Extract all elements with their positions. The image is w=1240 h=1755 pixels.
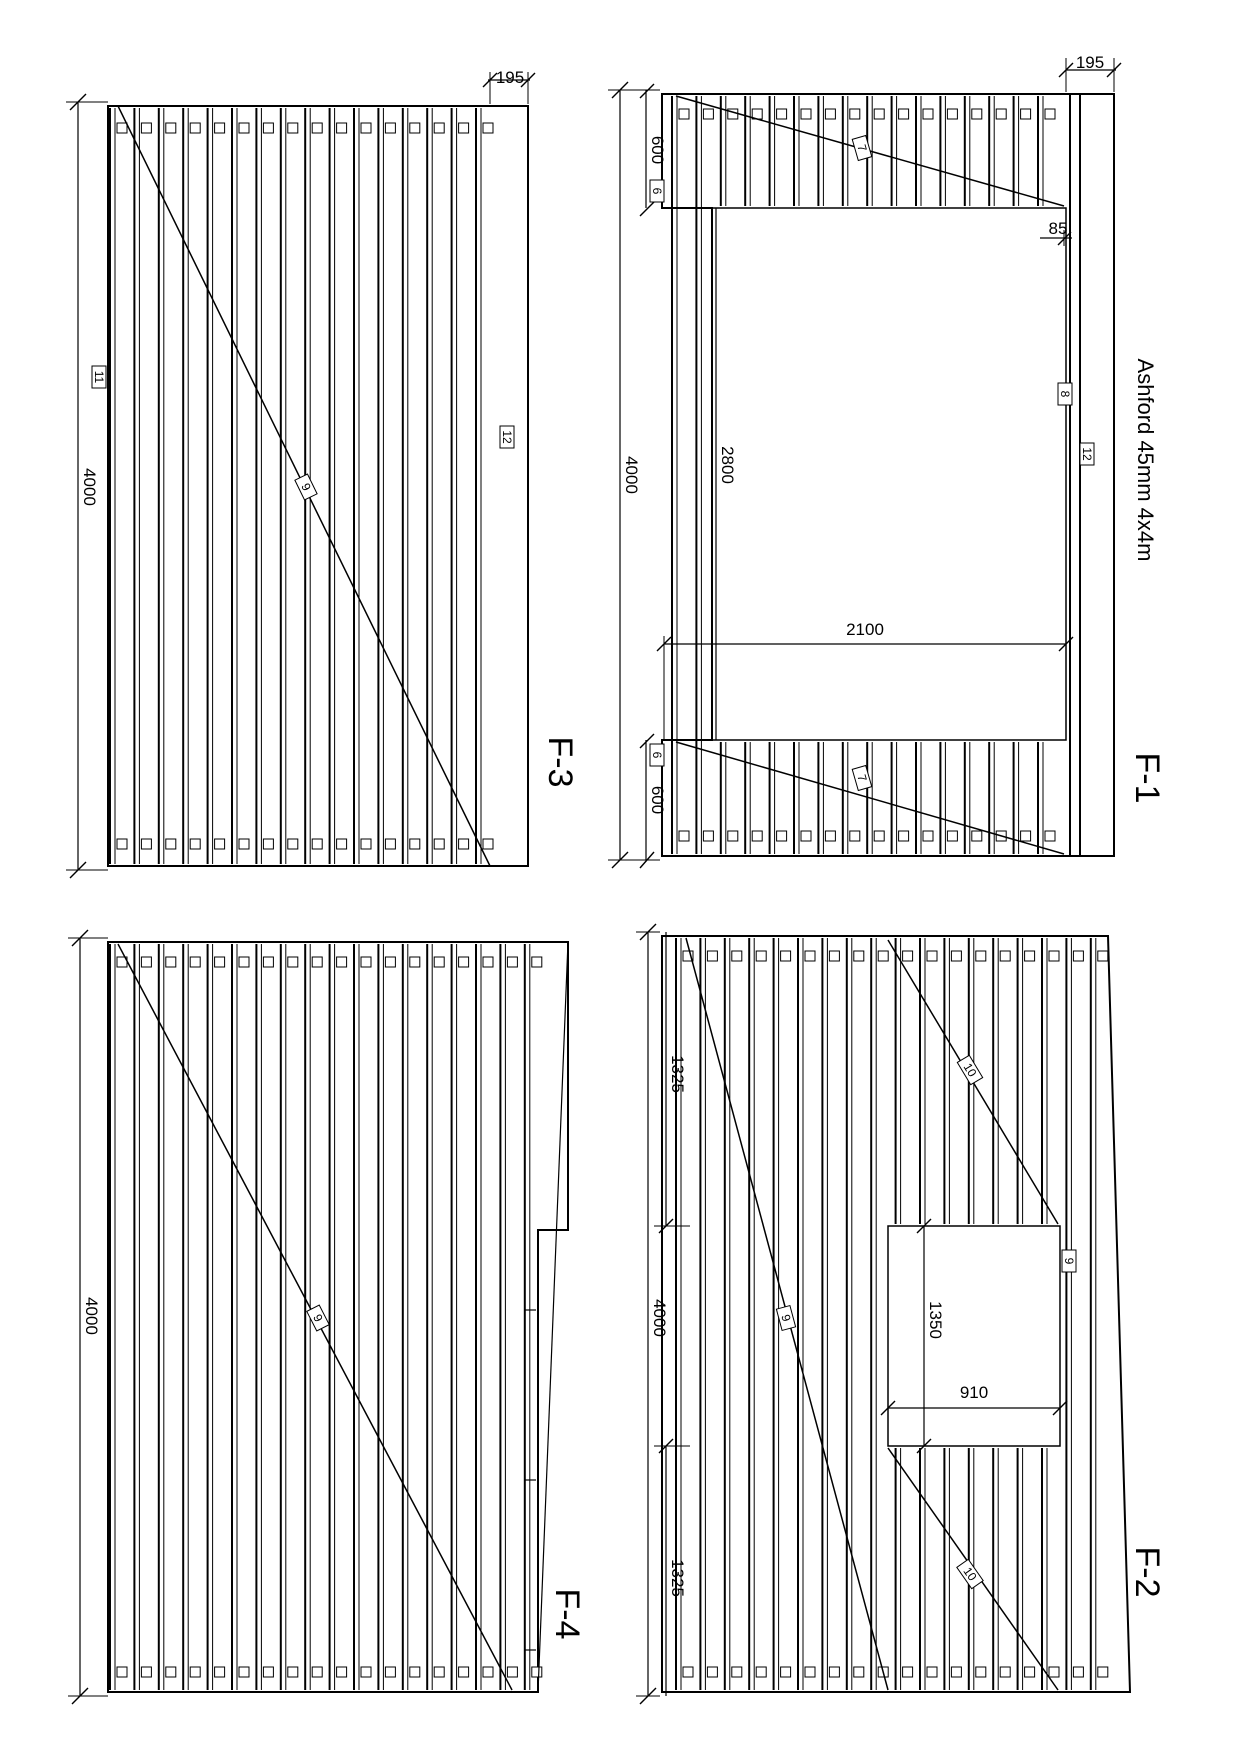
- panel-f2-lintel-tag: 9: [1062, 1257, 1076, 1265]
- slat-clip: [1045, 831, 1055, 841]
- slat-clip: [781, 1667, 791, 1677]
- slat-clip: [434, 1667, 444, 1677]
- slat-clip: [190, 1667, 200, 1677]
- panel-f1-end-tag-top: 6: [650, 187, 664, 195]
- panel-f1-diagonal-tag-top: 7: [854, 142, 870, 154]
- panel-f3-label: F-3: [541, 736, 579, 788]
- slat-clip: [190, 123, 200, 133]
- slat-clip: [337, 123, 347, 133]
- slat-clip: [532, 1667, 542, 1677]
- slat-clip: [899, 109, 909, 119]
- slat-clip: [263, 1667, 273, 1677]
- panel-f1-opening-width-label: 2100: [846, 620, 884, 639]
- slat-clip: [312, 123, 322, 133]
- panel-f1-cap-tag: 12: [1080, 447, 1094, 461]
- slat-clip: [1021, 831, 1031, 841]
- slat-clip: [781, 951, 791, 961]
- slat-clip: [703, 109, 713, 119]
- slat-clip: [117, 839, 127, 849]
- slat-clip: [801, 831, 811, 841]
- slat-clip: [874, 109, 884, 119]
- slat-clip: [337, 839, 347, 849]
- slat-clip: [483, 1667, 493, 1677]
- slat-clip: [337, 957, 347, 967]
- slat-clip: [923, 831, 933, 841]
- slat-clip: [141, 1667, 151, 1677]
- panel-f2-diagonal-bottom-tag: 10: [960, 1564, 980, 1584]
- slat-clip: [361, 123, 371, 133]
- panel-f1-label: F-1: [1128, 752, 1166, 804]
- slat-clip: [434, 957, 444, 967]
- panel-f3-diagonal-tag: 9: [298, 480, 314, 494]
- slat-clip: [756, 1667, 766, 1677]
- panel-f2-diagonal-main-tag: 9: [778, 1312, 794, 1324]
- slat-clip: [215, 957, 225, 967]
- slat-clip: [434, 123, 444, 133]
- slat-clip: [805, 951, 815, 961]
- slat-clip: [996, 109, 1006, 119]
- slat-clip: [239, 1667, 249, 1677]
- panel-f2-left-segment-label: 1325: [668, 1055, 687, 1093]
- slat-clip: [683, 1667, 693, 1677]
- slat-clip: [166, 123, 176, 133]
- slat-clip: [1045, 109, 1055, 119]
- slat-clip: [288, 1667, 298, 1677]
- slat-clip: [361, 839, 371, 849]
- slat-clip: [728, 831, 738, 841]
- slat-clip: [141, 957, 151, 967]
- slat-clip: [903, 951, 913, 961]
- slat-clip: [732, 951, 742, 961]
- panel-f4-diagonal-tag: 9: [310, 1311, 326, 1325]
- slat-clip: [829, 1667, 839, 1677]
- slat-clip: [923, 109, 933, 119]
- panel-f1-lintel-tag: 8: [1058, 390, 1072, 398]
- slat-clip: [679, 831, 689, 841]
- slat-clip: [483, 839, 493, 849]
- slat-clip: [312, 957, 322, 967]
- slat-clip: [878, 951, 888, 961]
- slat-clip: [805, 1667, 815, 1677]
- slat-clip: [263, 123, 273, 133]
- slat-clip: [1000, 1667, 1010, 1677]
- slat-clip: [190, 957, 200, 967]
- slat-clip: [1049, 1667, 1059, 1677]
- panel-f1-length-label: 4000: [622, 456, 641, 494]
- slat-clip: [410, 1667, 420, 1677]
- slat-clip: [976, 951, 986, 961]
- slat-clip: [1025, 1667, 1035, 1677]
- panel-f1-plank-width-label: 195: [1075, 53, 1105, 72]
- panel-f1-end-tag-bottom: 6: [650, 751, 664, 759]
- slat-clip: [532, 957, 542, 967]
- slat-clip: [410, 123, 420, 133]
- slat-clip: [215, 1667, 225, 1677]
- slat-clip: [777, 109, 787, 119]
- slat-clip: [850, 109, 860, 119]
- slat-clip: [825, 831, 835, 841]
- slat-clip: [854, 1667, 864, 1677]
- slat-clip: [312, 839, 322, 849]
- slat-clip: [117, 1667, 127, 1677]
- slat-clip: [190, 839, 200, 849]
- slat-clip: [777, 831, 787, 841]
- slat-clip: [385, 839, 395, 849]
- slat-clip: [703, 831, 713, 841]
- slat-clip: [361, 957, 371, 967]
- slat-clip: [1098, 1667, 1108, 1677]
- slat-clip: [825, 109, 835, 119]
- slat-clip: [410, 839, 420, 849]
- panel-f4-length-label: 4000: [82, 1297, 101, 1335]
- slat-clip: [899, 831, 909, 841]
- slat-clip: [976, 1667, 986, 1677]
- slat-clip: [732, 1667, 742, 1677]
- slat-clip: [972, 831, 982, 841]
- slat-clip: [410, 957, 420, 967]
- slat-clip: [239, 123, 249, 133]
- slat-clip: [951, 1667, 961, 1677]
- slat-clip: [434, 839, 444, 849]
- slat-clip: [1021, 109, 1031, 119]
- slat-clip: [483, 957, 493, 967]
- slat-clip: [288, 123, 298, 133]
- panel-f2-diagonal-top-tag: 10: [960, 1060, 980, 1080]
- slat-clip: [239, 839, 249, 849]
- slat-clip: [361, 1667, 371, 1677]
- slat-clip: [288, 957, 298, 967]
- slat-clip: [801, 109, 811, 119]
- panel-f3-end-tag: 11: [92, 370, 106, 384]
- panel-f3-plank-width-label: 195: [495, 68, 525, 87]
- slat-clip: [947, 109, 957, 119]
- slat-clip: [947, 831, 957, 841]
- slat-clip: [927, 1667, 937, 1677]
- slat-clip: [927, 951, 937, 961]
- slat-clip: [239, 957, 249, 967]
- slat-clip: [215, 123, 225, 133]
- slat-clip: [1000, 951, 1010, 961]
- slat-clip: [854, 951, 864, 961]
- slat-clip: [385, 123, 395, 133]
- panel-f2-opening-width-label: 910: [959, 1383, 989, 1402]
- panel-f3-length-label: 4000: [80, 468, 99, 506]
- slat-clip: [507, 1667, 517, 1677]
- slat-clip: [1073, 951, 1083, 961]
- panel-f2-length-label: 4000: [650, 1299, 669, 1337]
- slat-clip: [756, 951, 766, 961]
- slat-clip: [1073, 1667, 1083, 1677]
- panel-f3-cap-tag: 12: [500, 430, 514, 444]
- slat-clip: [117, 123, 127, 133]
- panel-f2-label: F-2: [1128, 1546, 1166, 1598]
- slat-clip: [166, 957, 176, 967]
- slat-clip: [829, 951, 839, 961]
- slat-clip: [166, 1667, 176, 1677]
- slat-clip: [1098, 951, 1108, 961]
- slat-clip: [215, 839, 225, 849]
- slat-clip: [263, 839, 273, 849]
- slat-clip: [483, 123, 493, 133]
- panel-f1-opening-height-label: 2800: [718, 446, 737, 484]
- slat-clip: [385, 957, 395, 967]
- panel-f1-top-segment-label: 600: [648, 135, 667, 165]
- slat-clip: [459, 1667, 469, 1677]
- slat-clip: [141, 839, 151, 849]
- panel-f4-label: F-4: [548, 1588, 586, 1640]
- slat-clip: [166, 839, 176, 849]
- slat-clip: [459, 839, 469, 849]
- panel-f1-diagonal-tag-bottom: 7: [854, 772, 870, 784]
- slat-clip: [972, 109, 982, 119]
- panel-f2-opening-height-label: 1350: [926, 1301, 945, 1339]
- slat-clip: [903, 1667, 913, 1677]
- slat-clip: [1049, 951, 1059, 961]
- slat-clip: [288, 839, 298, 849]
- panel-f1-bottom-segment-label: 600: [648, 785, 667, 815]
- slat-clip: [707, 1667, 717, 1677]
- slat-clip: [874, 831, 884, 841]
- slat-clip: [707, 951, 717, 961]
- slat-clip: [1025, 951, 1035, 961]
- slat-clip: [507, 957, 517, 967]
- slat-clip: [679, 109, 689, 119]
- slat-clip: [850, 831, 860, 841]
- slat-clip: [263, 957, 273, 967]
- slat-clip: [459, 123, 469, 133]
- slat-clip: [312, 1667, 322, 1677]
- slat-clip: [385, 1667, 395, 1677]
- slat-clip: [141, 123, 151, 133]
- slat-clip: [337, 1667, 347, 1677]
- panel-f2-right-segment-label: 1325: [668, 1559, 687, 1597]
- drawing-title: Ashford 45mm 4x4m: [1133, 358, 1158, 562]
- panel-f1-gap-label: 85: [1048, 219, 1068, 238]
- slat-clip: [459, 957, 469, 967]
- slat-clip: [951, 951, 961, 961]
- slat-clip: [752, 831, 762, 841]
